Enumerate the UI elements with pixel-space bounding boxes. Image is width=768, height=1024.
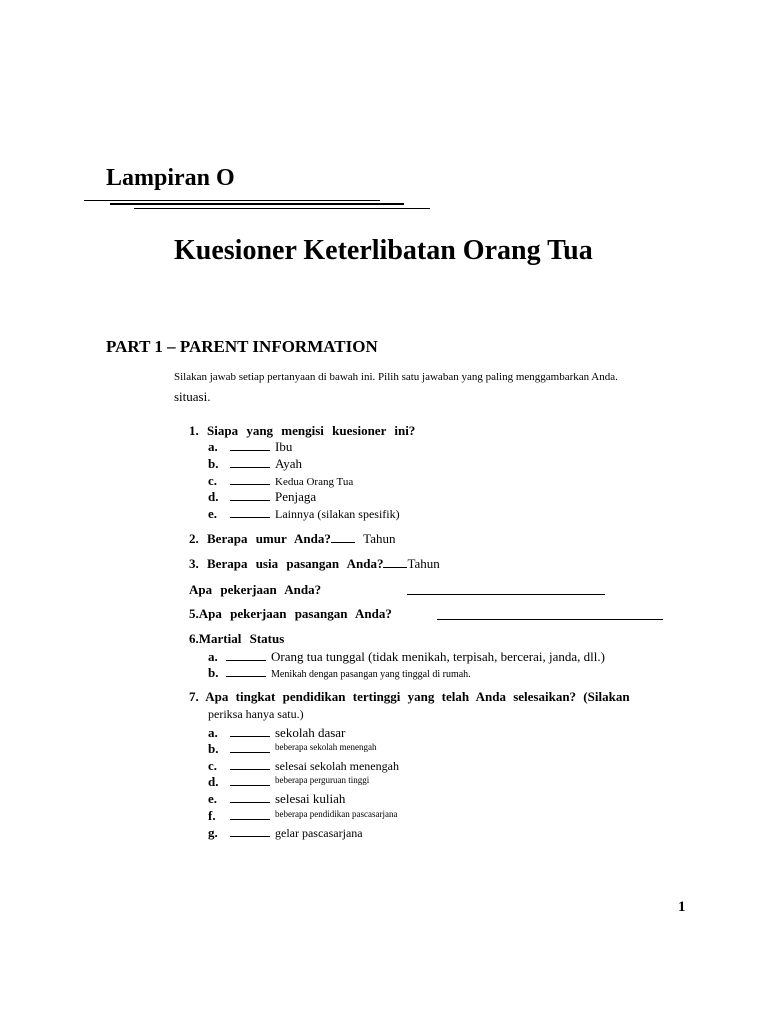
answer-blank[interactable] [230,775,270,786]
option-letter: d. [208,774,219,789]
option-label: Orang tua tunggal (tidak menikah, terpisah, bercerai, janda, dll.) [271,649,605,664]
option-label: Ibu [275,439,293,454]
answer-blank[interactable] [230,457,270,468]
answer-blank[interactable] [230,809,270,820]
answer-blank[interactable] [230,507,270,518]
option-letter: b. [208,456,219,471]
option-label: Lainnya (silakan spesifik) [275,507,400,521]
option-letter: c. [208,473,218,488]
heading-rule [134,208,430,209]
heading-rule [84,200,380,201]
question-7: 7. Apa tingkat pendidikan tertinggi yang telah Anda selesaikan? (Silakan [189,689,630,704]
answer-blank[interactable] [226,650,266,661]
option-label: gelar pascasarjana [275,826,363,840]
option-label: selesai sekolah menengah [275,759,399,773]
option-letter: e. [208,791,218,806]
option-label: beberapa perguruan tinggi [275,775,370,785]
answer-line[interactable] [437,619,663,620]
instructions-line1: Silakan jawab setiap pertanyaan di bawah ini. Pilih satu jawaban yang paling menggambarkan Anda. [174,371,618,383]
unit-label: Tahun [407,556,440,571]
section-title: PART 1 – PARENT INFORMATION [106,337,378,356]
question-6: 6.Martial Status [189,631,285,646]
heading-rule [110,203,404,205]
option-label: Penjaga [275,489,317,504]
q1-option-a[interactable] [208,439,292,455]
option-letter: a. [208,439,218,454]
answer-blank[interactable] [230,440,270,451]
q7-option-d[interactable] [208,774,369,790]
answer-blank[interactable] [230,474,270,485]
answer-blank[interactable] [226,666,266,677]
option-letter: g. [208,825,218,840]
option-label: selesai kuliah [275,791,346,806]
appendix-title: Lampiran O [106,165,235,191]
q7-option-f[interactable] [208,808,397,824]
option-letter: a. [208,649,218,664]
q1-option-c[interactable] [208,473,353,489]
answer-blank[interactable] [230,742,270,753]
answer-blank[interactable] [230,726,270,737]
answer-blank[interactable] [230,759,270,770]
question-7-note: periksa hanya satu.) [208,707,304,721]
question-3 [189,556,440,572]
option-label: sekolah dasar [275,725,346,740]
option-letter: e. [208,506,218,521]
answer-blank[interactable] [230,490,270,501]
option-letter: a. [208,725,218,740]
q7-option-b[interactable] [208,741,376,757]
question-text: 2. Berapa umur Anda? [189,531,331,546]
q1-option-e[interactable] [208,506,400,522]
q6-option-b[interactable] [208,665,471,681]
instructions-line2: situasi. [174,389,211,404]
option-label: Ayah [275,456,302,471]
page-number: 1 [678,899,686,915]
q6-option-a[interactable] [208,649,605,665]
question-1: 1. Siapa yang mengisi kuesioner ini? [189,423,416,438]
question-2 [189,531,395,547]
q7-option-a[interactable] [208,725,345,741]
option-label: Menikah dengan pasangan yang tinggal di rumah. [271,669,471,680]
option-label: beberapa pendidikan pascasarjana [275,809,398,819]
question-4: Apa pekerjaan Anda? [189,582,322,597]
answer-blank[interactable] [383,557,407,568]
option-letter: f. [208,808,216,823]
option-letter: d. [208,489,219,504]
answer-blank[interactable] [331,532,355,543]
unit-label: Tahun [363,531,396,546]
option-letter: b. [208,741,219,756]
option-label: Kedua Orang Tua [275,476,354,488]
option-label: beberapa sekolah menengah [275,742,377,752]
question-5: 5.Apa pekerjaan pasangan Anda? [189,606,392,621]
answer-blank[interactable] [230,826,270,837]
q1-option-b[interactable] [208,456,302,472]
q7-option-c[interactable] [208,758,399,774]
answer-line[interactable] [407,594,605,595]
answer-blank[interactable] [230,792,270,803]
page-title: Kuesioner Keterlibatan Orang Tua [174,235,593,266]
option-letter: b. [208,665,219,680]
q7-option-e[interactable] [208,791,345,807]
question-text: 3. Berapa usia pasangan Anda? [189,556,384,571]
q7-option-g[interactable] [208,825,363,841]
q1-option-d[interactable] [208,489,316,505]
option-letter: c. [208,758,218,773]
